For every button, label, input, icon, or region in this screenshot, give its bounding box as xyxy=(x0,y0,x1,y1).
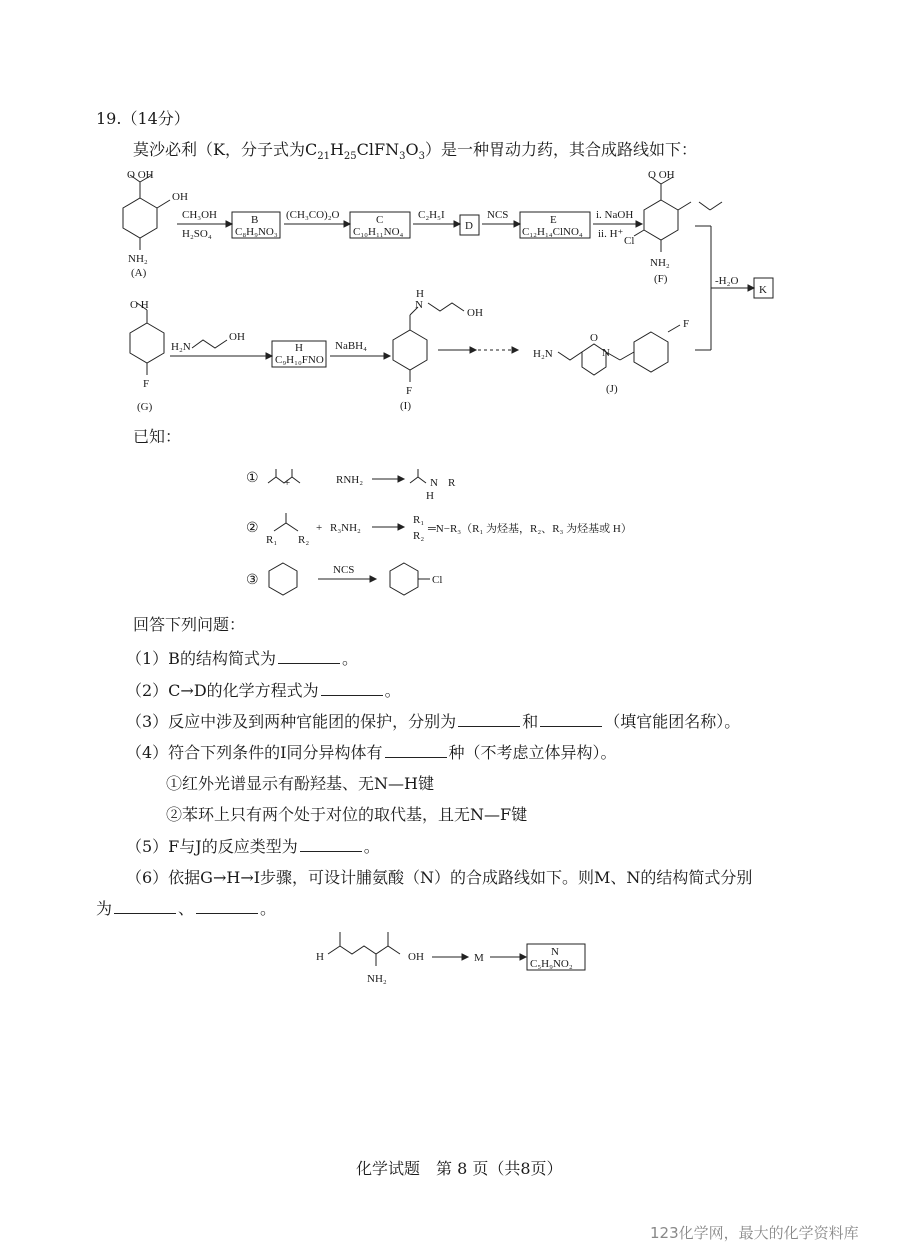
reaction-2-product-r1: R₁ xyxy=(413,514,425,526)
known-reactions xyxy=(0,455,900,605)
f-carboxyl-label: O OH xyxy=(648,169,675,181)
benzene-ring-a xyxy=(123,198,157,238)
question-4-condition-2: ②苯环上只有两个处于对位的取代基，且无N—F键 xyxy=(166,805,528,824)
reagent-3-top: C₂H₅I xyxy=(418,209,445,221)
reaction-2-r2: R₂ xyxy=(298,534,310,546)
benzene-ring-j xyxy=(634,332,668,372)
proline-scheme xyxy=(0,920,900,1000)
answer-blank[interactable] xyxy=(278,648,340,664)
j-nitrogen-label: N xyxy=(602,347,610,359)
g-aldehyde-label: O H xyxy=(130,299,149,311)
reaction-2-r1: R₁ xyxy=(266,534,278,546)
i-h-label: H xyxy=(416,288,424,300)
compound-n-name: N xyxy=(551,946,559,958)
benzene-ring-g xyxy=(130,323,164,363)
question-5: （5）F与J的反应类型为 。 xyxy=(126,837,380,856)
answer-blank[interactable] xyxy=(114,898,176,914)
i-fluoro-label: F xyxy=(406,385,413,397)
j-oxygen-label: O xyxy=(590,332,598,344)
compound-h-formula: C₉H₁₀FNO xyxy=(275,354,324,366)
label-g: (G) xyxy=(137,401,153,413)
benzene-reactant xyxy=(269,563,297,595)
g-fluoro-label: F xyxy=(143,378,150,390)
reaction-2-product-r2: R₂ xyxy=(413,530,425,542)
f-amine-label: NH₂ xyxy=(650,257,670,269)
f-chloro-label: Cl xyxy=(624,235,635,247)
a-amine-label: NH₂ xyxy=(128,253,148,265)
reaction-1-n: N xyxy=(430,477,438,489)
reaction-3-reagent: NCS xyxy=(333,564,355,576)
scheme3-h: H xyxy=(316,951,324,963)
answer-blank[interactable] xyxy=(540,711,602,727)
watermark: 123化学网，最大的化学资料库 xyxy=(650,1224,859,1242)
question-4: （4）符合下列条件的I同分异构体有 种（不考虑立体异构）。 xyxy=(126,743,617,762)
answer-blank[interactable] xyxy=(300,836,362,852)
label-i: (I) xyxy=(400,400,411,412)
question-1: （1）B的结构简式为 。 xyxy=(126,649,358,668)
reaction-1-plus: + xyxy=(284,477,291,489)
scheme3-oh: OH xyxy=(408,951,424,963)
i-n-label: N xyxy=(415,299,423,311)
reaction-3-number: ③ xyxy=(246,573,259,588)
compound-m: M xyxy=(474,952,484,964)
question-6: （6）依据G→H→I步骤，可设计脯氨酸（N）的合成路线如下。则M、N的结构简式分别 xyxy=(126,868,753,887)
benzene-product xyxy=(390,563,418,595)
answer-blank[interactable] xyxy=(385,742,447,758)
reaction-3-cl: Cl xyxy=(432,574,443,586)
compound-b-formula: C₈H₉NO₃ xyxy=(235,226,278,238)
known-title: 已知： xyxy=(133,427,182,446)
reagent-k: -H₂O xyxy=(715,275,739,287)
reaction-1-h: H xyxy=(426,490,434,502)
answer-blank[interactable] xyxy=(321,680,383,696)
reaction-2-plus: + xyxy=(316,522,323,534)
reaction-2-reagent: R₃NH₂ xyxy=(330,522,361,534)
question-number: 19.（14分） xyxy=(96,109,190,128)
compound-c-formula: C₁₀H₁₁NO₄ xyxy=(353,226,404,238)
compound-c-name: C xyxy=(376,214,384,226)
question-2: （2）C→D的化学方程式为 。 xyxy=(126,681,401,700)
reagent-hydroxyl: OH xyxy=(229,331,245,343)
question-4-condition-1: ①红外光谱显示有酚羟基、无N—H键 xyxy=(166,774,434,793)
compound-n-formula: C₅H₉NO₂ xyxy=(530,958,573,970)
reaction-1-reagent: RNH₂ xyxy=(336,474,364,486)
reagent-5-bottom: ii. H⁺ xyxy=(598,228,624,240)
question-6-answers: 为 、 。 xyxy=(96,899,277,918)
scheme3-nh2: NH₂ xyxy=(367,973,387,985)
synthesis-scheme xyxy=(0,160,900,420)
label-j: (J) xyxy=(606,383,618,395)
question-3: （3）反应中涉及到两种官能团的保护，分别为 和 （填官能团名称）。 xyxy=(126,712,741,731)
reagent-4-top: NCS xyxy=(487,209,509,221)
reagent-1-top: CH₃OH xyxy=(182,209,218,221)
question-intro: 莫沙必利（K，分子式为$C_{21}H_{25}ClFN_3O_3$）是一种胃动力药，其合成路线如下： xyxy=(133,140,697,163)
reagent-1-bottom: H₂SO₄ xyxy=(182,228,212,240)
a-carboxyl-label: O OH xyxy=(127,169,154,181)
compound-k-name: K xyxy=(759,284,767,296)
reagent-nabh4: NaBH₄ xyxy=(335,340,367,352)
questions-lead: 回答下列问题： xyxy=(133,615,246,634)
j-amine-label: H₂N xyxy=(533,348,553,360)
reaction-2-product: ═N−R₃（R₁ 为烃基，R₂、R₃ 为烃基或 H） xyxy=(428,523,632,535)
reaction-1-r: R xyxy=(448,477,456,489)
compound-e-name: E xyxy=(550,214,557,226)
label-f: (F) xyxy=(654,273,668,285)
page-footer: 化学试题 第 8 页（共8页） xyxy=(356,1159,563,1178)
reagent-amine: H₂N xyxy=(171,341,191,353)
i-hydroxyl-label: OH xyxy=(467,307,483,319)
label-a: (A) xyxy=(131,267,147,279)
reagent-2-top: (CH₃CO)₂O xyxy=(286,209,340,221)
answer-blank[interactable] xyxy=(458,711,520,727)
a-hydroxyl-label: OH xyxy=(172,191,188,203)
j-fluoro-label: F xyxy=(683,318,690,330)
reaction-1-number: ① xyxy=(246,471,259,486)
compound-h-name: H xyxy=(295,342,303,354)
compound-b-name: B xyxy=(251,214,259,226)
reagent-5-top: i. NaOH xyxy=(596,209,634,221)
answer-blank[interactable] xyxy=(196,898,258,914)
benzene-ring-f xyxy=(644,200,678,240)
compound-e-formula: C₁₂H₁₄ClNO₄ xyxy=(522,226,583,238)
reaction-2-number: ② xyxy=(246,521,259,536)
benzene-ring-i xyxy=(393,330,427,370)
compound-d-name: D xyxy=(465,220,473,232)
